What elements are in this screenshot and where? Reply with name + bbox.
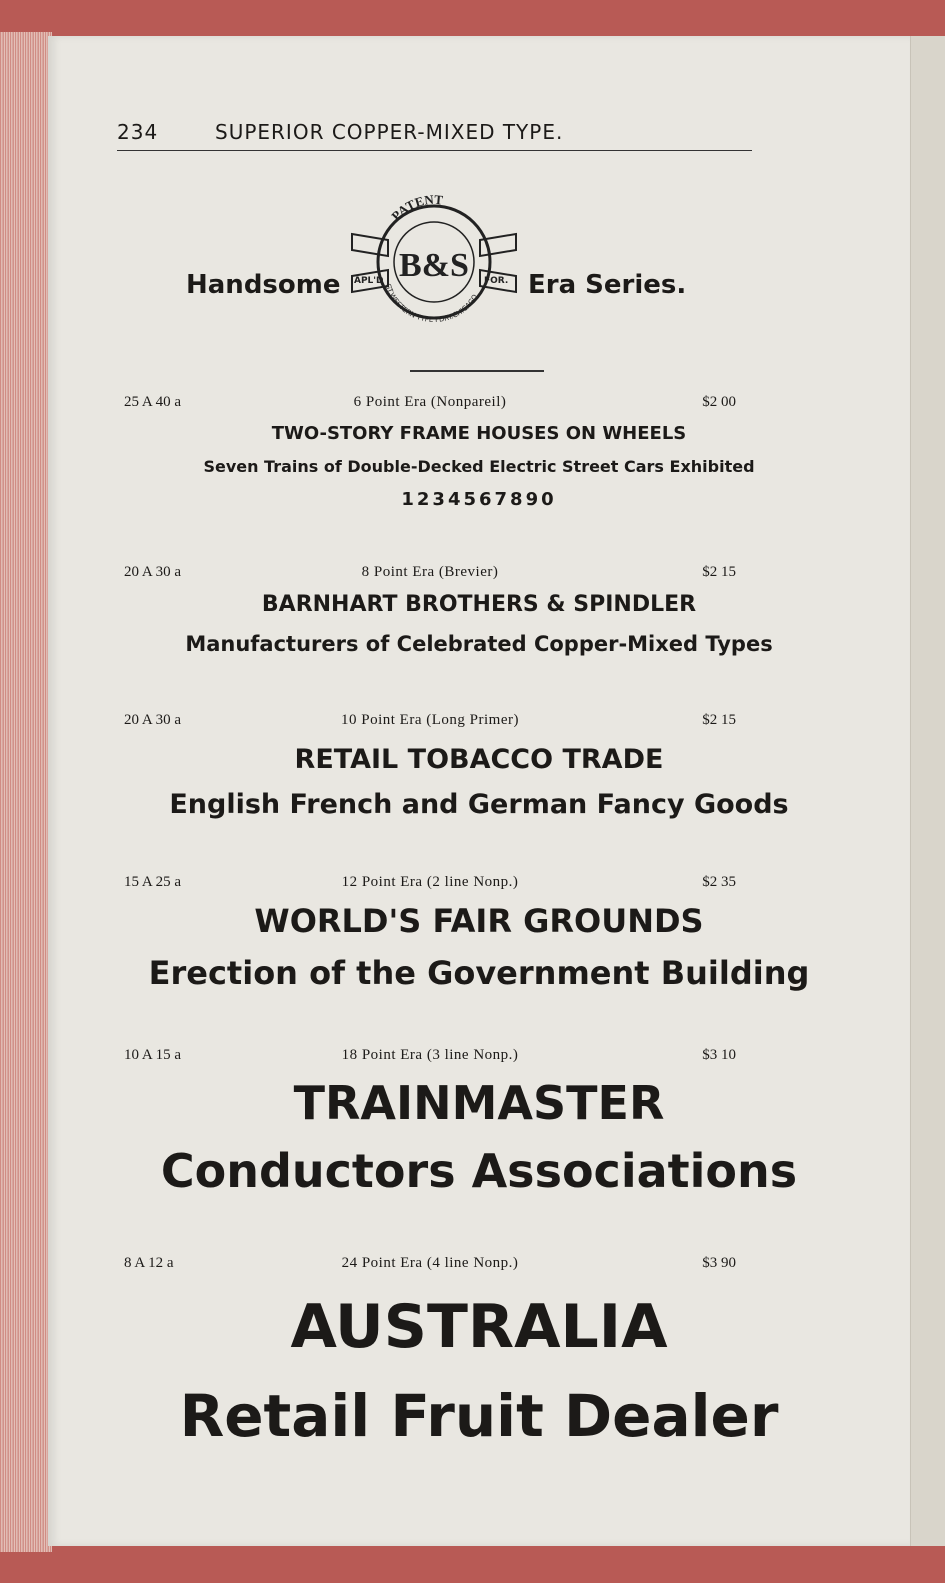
specimen-quantity: 20 A 30 a — [124, 712, 182, 728]
specimen-line: English French and German Fancy Goods — [169, 789, 789, 820]
specimen-line: Manufacturers of Celebrated Copper-Mixed Types — [185, 632, 773, 656]
specimen-name: 6 Point Era (Nonpareil) — [353, 394, 507, 410]
specimen-quantity: 10 A 15 a — [124, 1047, 182, 1063]
specimen-price: $2 00 — [702, 394, 736, 410]
specimen-spec — [124, 874, 736, 894]
specimen-name: 18 Point Era (3 line Nonp.) — [341, 1047, 519, 1063]
specimen-quantity: 25 A 40 a — [124, 394, 182, 410]
specimen-name: 10 Point Era (Long Primer) — [341, 712, 519, 728]
emblem-monogram: B&S — [399, 247, 469, 284]
specimen-price: $2 15 — [702, 564, 736, 580]
svg-text:GT.WESTERN TYPE FDRY.CHICAGO — [384, 283, 480, 324]
specimen-spec — [124, 1047, 736, 1067]
divider-rule — [410, 370, 544, 372]
specimen-line: Erection of the Government Building — [148, 954, 810, 992]
specimen-line: TWO-STORY FRAME HOUSES ON WHEELS — [271, 423, 687, 444]
specimen-price: $3 90 — [702, 1255, 736, 1271]
specimen-line: Retail Fruit Dealer — [179, 1382, 779, 1450]
specimen-line: Conductors Associations — [160, 1144, 798, 1198]
specimen-line: RETAIL TOBACCO TRADE — [294, 744, 664, 775]
page-header — [117, 120, 752, 151]
specimen-spec — [124, 394, 736, 414]
page-title: SUPERIOR COPPER-MIXED TYPE. — [215, 120, 564, 144]
specimen-name: 8 Point Era (Brevier) — [361, 564, 499, 580]
specimen-spec — [124, 564, 736, 584]
emblem-left-text: APL'D — [354, 276, 384, 286]
specimen-name: 12 Point Era (2 line Nonp.) — [341, 874, 519, 890]
specimen-spec — [124, 712, 736, 732]
specimen-line: BARNHART BROTHERS & SPINDLER — [261, 592, 697, 617]
series-heading-right: Era Series. — [528, 270, 687, 300]
specimen-line: TRAINMASTER — [293, 1076, 665, 1130]
specimen-price: $3 10 — [702, 1047, 736, 1063]
emblem-bottom-text: GT.WESTERN TYPE FDRY.CHICAGO — [383, 282, 480, 325]
patent-emblem — [348, 190, 520, 330]
specimen-quantity: 15 A 25 a — [124, 874, 182, 890]
specimen-name: 24 Point Era (4 line Nonp.) — [341, 1255, 519, 1271]
specimen-price: $2 35 — [702, 874, 736, 890]
page-number: 234 — [117, 120, 159, 144]
emblem-right-text: FOR. — [484, 276, 509, 286]
emblem-top-text: PATENT — [388, 191, 444, 224]
specimen-line: WORLD'S FAIR GROUNDS — [254, 902, 704, 940]
specimen-quantity: 8 A 12 a — [124, 1255, 174, 1271]
facing-page-edge — [910, 36, 945, 1546]
series-heading — [0, 180, 862, 325]
specimen-line: 1234567890 — [401, 489, 557, 510]
series-heading-left: Handsome — [186, 270, 341, 300]
specimen-quantity: 20 A 30 a — [124, 564, 182, 580]
specimen-line: AUSTRALIA — [290, 1292, 668, 1362]
svg-text:PATENT — [388, 192, 444, 224]
specimen-spec — [124, 1255, 736, 1275]
specimen-line: Seven Trains of Double-Decked Electric Street Cars Exhibited — [203, 457, 755, 476]
specimen-price: $2 15 — [702, 712, 736, 728]
